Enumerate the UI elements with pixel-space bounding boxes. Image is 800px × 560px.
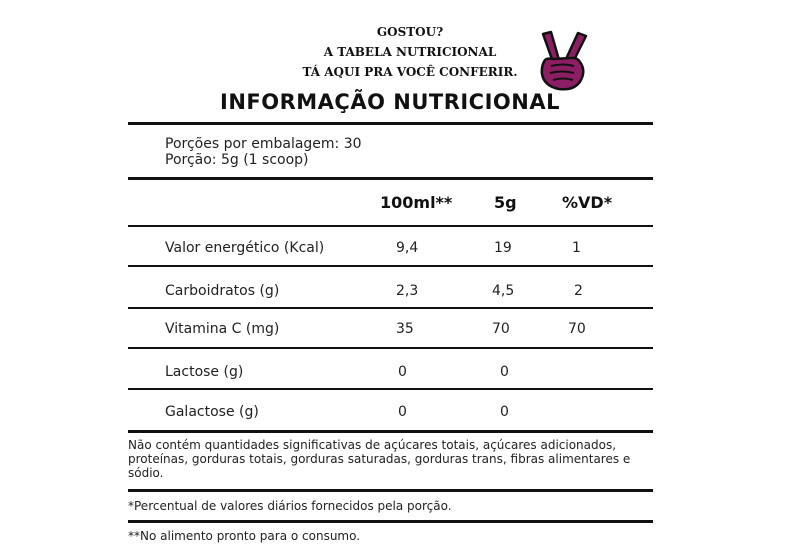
table-row-label: Carboidratos (g): [165, 283, 280, 299]
table-cell-100ml: 0: [398, 364, 407, 380]
intro-line-1: GOSTOU?: [376, 25, 444, 39]
divider: [128, 122, 653, 125]
table-cell-5g: 0: [500, 364, 509, 380]
disclaimer-note: Não contém quantidades significativas de açúcares totais, açúcares adicionados, proteínas, gorduras totais, gorduras saturadas, gorduras trans, fibras alimentares e sódio.: [128, 438, 631, 480]
intro-text: [280, 22, 540, 82]
divider: [128, 177, 653, 180]
header-100ml: 100ml**: [380, 193, 453, 212]
header-5g: 5g: [494, 193, 517, 212]
table-cell-100ml: 0: [398, 404, 407, 420]
divider: [128, 265, 653, 267]
ready-footnote: **No alimento pronto para o consumo.: [128, 529, 361, 543]
peace-sign-hand-icon: [533, 30, 589, 92]
table-cell-5g: 4,5: [492, 283, 515, 299]
portion-size: Porção: 5g (1 scoop): [165, 152, 309, 168]
divider: [128, 388, 653, 390]
serving-info: [165, 136, 362, 168]
divider: [128, 307, 653, 309]
table-row-label: Galactose (g): [165, 404, 259, 420]
vd-footnote: *Percentual de valores diários fornecidos pela porção.: [128, 499, 452, 513]
divider: [128, 225, 653, 227]
header-vd: %VD*: [562, 193, 613, 212]
table-cell-5g: 70: [492, 321, 510, 337]
intro-line-2: A TABELA NUTRICIONAL: [323, 45, 497, 59]
table-row-label: Valor energético (Kcal): [165, 240, 325, 256]
intro-line-3: TÁ AQUI PRA VOCÊ CONFERIR.: [302, 65, 518, 79]
divider: [128, 520, 653, 523]
table-cell-vd: 70: [568, 321, 586, 337]
divider: [128, 430, 653, 433]
table-cell-vd: 2: [574, 283, 583, 299]
divider: [128, 489, 653, 492]
divider: [128, 347, 653, 349]
table-cell-100ml: 2,3: [396, 283, 419, 299]
table-cell-5g: 19: [494, 240, 512, 256]
table-cell-vd: 1: [572, 240, 581, 256]
table-row-label: Lactose (g): [165, 364, 244, 380]
table-cell-100ml: 35: [396, 321, 414, 337]
table-row-label: Vitamina C (mg): [165, 321, 280, 337]
table-cell-100ml: 9,4: [396, 240, 419, 256]
portions-per-package: Porções por embalagem: 30: [165, 136, 362, 152]
page-title: INFORMAÇÃO NUTRICIONAL: [220, 90, 560, 114]
table-cell-5g: 0: [500, 404, 509, 420]
